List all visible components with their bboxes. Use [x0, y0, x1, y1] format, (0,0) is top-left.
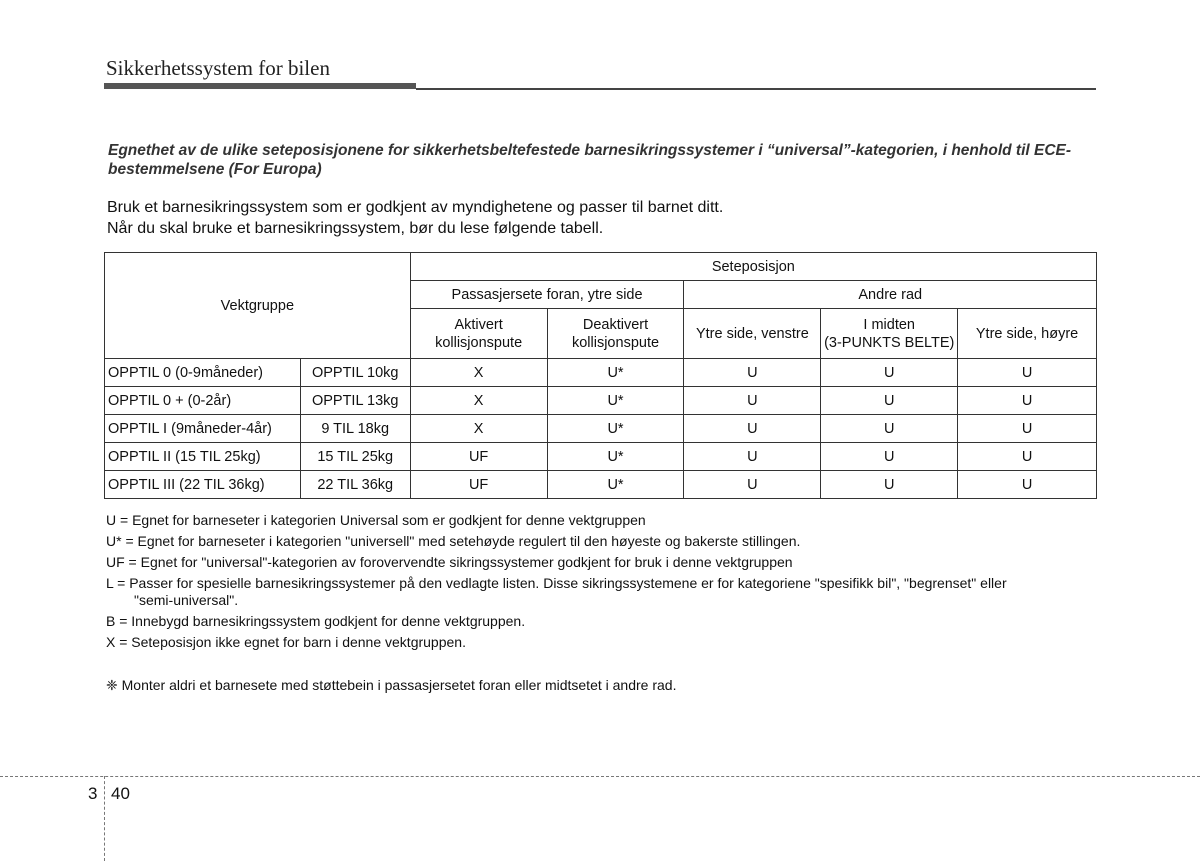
- seat-position-header: Seteposisjon: [410, 253, 1096, 281]
- airbag-deactivated-cell: U*: [547, 415, 684, 443]
- airbag-active-cell: UF: [410, 471, 547, 499]
- outer-left-cell: U: [684, 443, 821, 471]
- warning-note: ❈ Monter aldri et barnesete med støttebein i passasjersetet foran eller midtsetet i andre rad.: [106, 677, 677, 693]
- airbag-active-line-2: kollisjonspute: [435, 334, 523, 351]
- middle-header-line-1: I midten: [863, 316, 916, 333]
- outer-right-header: Ytre side, høyre: [958, 309, 1097, 359]
- weight-cell: OPPTIL 13kg: [300, 387, 410, 415]
- weight-group-cell: OPPTIL 0 + (0-2år): [105, 387, 301, 415]
- airbag-deactivated-line-2: kollisjonspute: [571, 334, 660, 351]
- section-subtitle: Egnethet av de ulike seteposisjonene for sikkerhetsbeltefestede barnesikringssystemer i “universal”-kategorien, i henhold til ECE-bestemmelsene (For Europa): [108, 142, 1072, 178]
- intro-line-2: Når du skal bruke et barnesikringssystem, bør du lese følgende tabell.: [107, 220, 604, 237]
- weight-cell: OPPTIL 10kg: [300, 359, 410, 387]
- middle-cell: U: [821, 359, 958, 387]
- airbag-deactivated-cell: U*: [547, 387, 684, 415]
- weight-cell: 9 TIL 18kg: [300, 415, 410, 443]
- airbag-deactivated-cell: U*: [547, 471, 684, 499]
- outer-right-cell: U: [958, 415, 1097, 443]
- note-u: U = Egnet for barneseter i kategorien Universal som er godkjent for denne vektgruppen: [106, 512, 646, 528]
- outer-right-cell: U: [958, 471, 1097, 499]
- table-row: [105, 415, 1097, 443]
- table-row: [105, 387, 1097, 415]
- middle-header: [821, 309, 958, 359]
- weight-group-cell: OPPTIL III (22 TIL 36kg): [105, 471, 301, 499]
- note-b: B = Innebygd barnesikringssystem godkjent for denne vektgruppen.: [106, 613, 526, 629]
- middle-cell: U: [821, 443, 958, 471]
- outer-right-cell: U: [958, 359, 1097, 387]
- weight-cell: 22 TIL 36kg: [300, 471, 410, 499]
- second-row-header: Andre rad: [684, 281, 1097, 309]
- outer-left-header: Ytre side, venstre: [684, 309, 821, 359]
- footer-dashed-divider: [104, 776, 105, 861]
- note-x: X = Seteposisjon ikke egnet for barn i denne vektgruppen.: [106, 634, 466, 650]
- footer-dashed-rule: [0, 776, 1200, 777]
- weight-group-cell: OPPTIL II (15 TIL 25kg): [105, 443, 301, 471]
- airbag-active-line-1: Aktivert: [454, 316, 503, 333]
- airbag-deactivated-header: [547, 309, 684, 359]
- table-row: [105, 359, 1097, 387]
- intro-text: [107, 197, 723, 239]
- middle-cell: U: [821, 415, 958, 443]
- intro-line-1: Bruk et barnesikringssystem som er godkjent av myndighetene og passer til barnet ditt.: [107, 199, 724, 216]
- airbag-active-cell: X: [410, 387, 547, 415]
- outer-right-cell: U: [958, 387, 1097, 415]
- airbag-active-cell: X: [410, 415, 547, 443]
- page-header-title: Sikkerhetssystem for bilen: [106, 56, 330, 80]
- table-row: [105, 471, 1097, 499]
- outer-left-cell: U: [684, 415, 821, 443]
- airbag-deactivated-cell: U*: [547, 443, 684, 471]
- weight-group-cell: OPPTIL I (9måneder-4år): [105, 415, 301, 443]
- front-passenger-header: Passasjersete foran, ytre side: [410, 281, 684, 309]
- note-uf: UF = Egnet for "universal"-kategorien av forovervendte sikringssystemer godkjent for bruk i denne vektgruppen: [106, 554, 793, 570]
- header-rule: [416, 88, 1096, 90]
- note-l-continued: "semi-universal".: [134, 592, 239, 608]
- middle-cell: U: [821, 471, 958, 499]
- airbag-deactivated-cell: U*: [547, 359, 684, 387]
- outer-left-cell: U: [684, 471, 821, 499]
- seat-position-table: [104, 252, 1097, 499]
- weight-cell: 15 TIL 25kg: [300, 443, 410, 471]
- middle-header-line-2: (3-PUNKTS BELTE): [824, 334, 955, 351]
- legend-notes: [106, 510, 1106, 653]
- note-l: L = Passer for spesielle barnesikringssystemer på den vedlagte listen. Disse sikringssystemene er for kategoriene "spesifikk bil", "begrenset" eller: [106, 575, 1007, 591]
- chapter-number: 3: [88, 784, 98, 803]
- weight-group-header: Vektgruppe: [105, 253, 411, 359]
- outer-left-cell: U: [684, 359, 821, 387]
- weight-group-cell: OPPTIL 0 (0-9måneder): [105, 359, 301, 387]
- outer-right-cell: U: [958, 443, 1097, 471]
- page-number: 40: [111, 784, 130, 803]
- middle-cell: U: [821, 387, 958, 415]
- note-u-star: U* = Egnet for barneseter i kategorien "universell" med setehøyde regulert til den høyeste og bakerste stillingen.: [106, 533, 801, 549]
- airbag-active-cell: UF: [410, 443, 547, 471]
- table-row: [105, 443, 1097, 471]
- airbag-deactivated-line-1: Deaktivert: [582, 316, 649, 333]
- header-accent-bar: [104, 83, 416, 89]
- outer-left-cell: U: [684, 387, 821, 415]
- airbag-active-header: [410, 309, 547, 359]
- airbag-active-cell: X: [410, 359, 547, 387]
